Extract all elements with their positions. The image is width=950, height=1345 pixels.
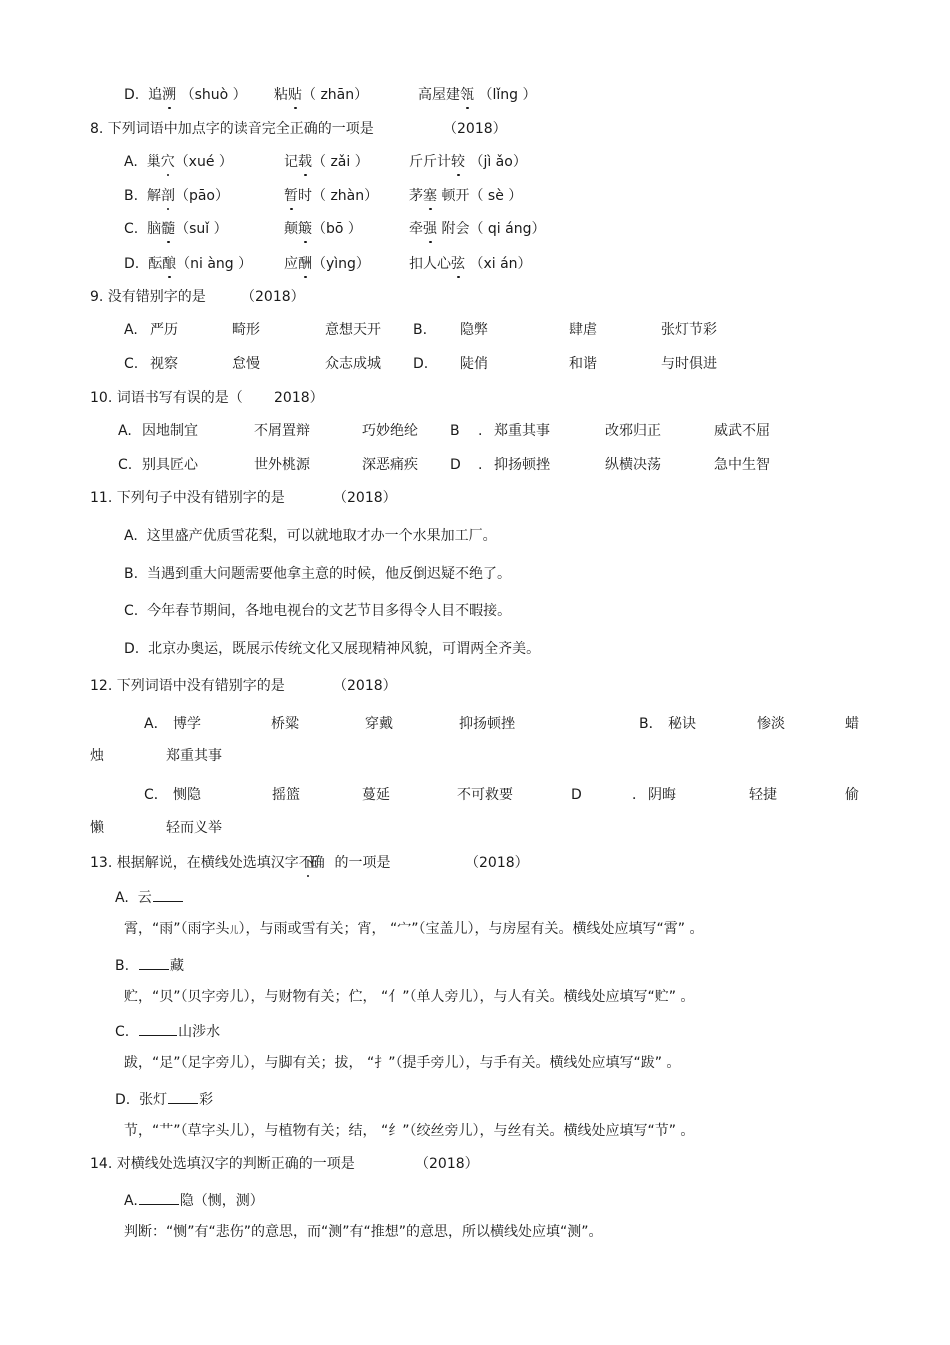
option-label: D. — [124, 641, 140, 657]
q8-option-a-word2 — [284, 153, 369, 171]
q9-word: 隐弊 — [460, 322, 488, 338]
pinyin: （shuò ） — [180, 87, 247, 103]
word: 巢 — [146, 154, 161, 170]
q8-option-d-word2 — [284, 255, 370, 273]
option-suffix: 彩 — [199, 1092, 214, 1108]
fill-blank[interactable] — [139, 1021, 177, 1036]
pinyin: （xi án） — [469, 256, 532, 272]
q12-year: （2018） — [333, 678, 397, 694]
q9-word: 视察 — [150, 356, 178, 372]
q14-stem: 14. 对横线处选填汉字的判断正确的一项是 — [90, 1156, 355, 1172]
q9-option-d-label: D. — [413, 356, 429, 372]
q12-word: 惨淡 — [757, 716, 785, 732]
option-label: A. — [115, 890, 129, 906]
q11-option-a — [124, 527, 497, 545]
q11-option-b — [124, 565, 511, 583]
q12-word: 穿戴 — [365, 716, 393, 732]
q12-word: 阴晦 — [648, 787, 676, 803]
q12-option-b-label: B． — [639, 716, 663, 732]
pinyin: （pāo） — [174, 188, 229, 204]
dotted-char: 穴 — [160, 154, 175, 170]
q13-option-b — [115, 955, 184, 975]
q11-year: （2018） — [333, 490, 397, 506]
q12-stem: 12. 下列词语中没有错别字的是 — [90, 678, 285, 694]
option-label: C. — [115, 1024, 130, 1040]
word: 顿开 — [437, 188, 470, 204]
q13-d-note: 节，“艹”（草字头儿），与植物有关；结， “纟”（绞丝旁儿），与丝有关。横线处应填写“节” 。 — [124, 1123, 695, 1139]
q9-word: 畸形 — [232, 322, 260, 338]
word: 茅 — [409, 188, 423, 204]
pinyin: （ zhàn） — [312, 188, 379, 204]
q12-word: 轻捷 — [749, 787, 777, 803]
q10-word: 威武不屈 — [714, 423, 770, 439]
q9-year: （2018） — [241, 289, 305, 305]
emphasis-dotted: 不正确 — [298, 855, 317, 871]
q9-word: 张灯节彩 — [661, 322, 717, 338]
q9-option-b-label: B. — [413, 322, 428, 338]
q10-word: 急中生智 — [714, 457, 770, 473]
option-label: D. — [124, 256, 140, 272]
dotted-char: 较 — [451, 154, 465, 170]
pinyin: （yìng） — [312, 256, 370, 272]
dotted-char: 簸 — [298, 221, 312, 237]
q9-word: 意想天开 — [325, 322, 381, 338]
word: 记 — [284, 154, 298, 170]
option-suffix: 山涉水 — [178, 1024, 221, 1040]
q12-word: 抑扬顿挫 — [459, 716, 515, 732]
option-label: B. — [124, 188, 139, 204]
word: 牵 — [409, 221, 423, 237]
q10-word: 因地制宜 — [142, 423, 198, 439]
option-label: A. — [124, 1193, 138, 1209]
q12-word-part: 蜡 — [845, 716, 859, 732]
word: 追 — [148, 87, 163, 103]
fill-blank[interactable] — [153, 887, 183, 902]
q14-year: （2018） — [415, 1156, 479, 1172]
q8-option-b — [124, 187, 229, 205]
option-text: 北京办奥运，既展示传统文化又展现精神风貌，可谓两全齐美。 — [148, 641, 541, 657]
q8-option-a — [124, 153, 233, 171]
q11-option-c — [124, 602, 511, 620]
q7-option-d-word2 — [274, 86, 368, 104]
q10-option-d-dot: . — [478, 457, 483, 473]
pinyin: （xué ） — [174, 154, 233, 170]
dotted-char: 暂 — [284, 188, 298, 204]
fill-blank[interactable] — [168, 1089, 198, 1104]
dotted-char: 塞 — [423, 188, 437, 204]
fill-blank[interactable] — [139, 1190, 179, 1205]
option-label: C. — [124, 603, 139, 619]
option-label: B. — [124, 566, 139, 582]
word: 扣人心 — [409, 256, 451, 272]
q8-option-a-word3 — [409, 153, 527, 171]
q9-stem — [90, 288, 206, 306]
q10-option-d-label: D — [450, 457, 461, 473]
pinyin: （suǐ ） — [175, 221, 228, 237]
question-text: 13. 根据解说，在横线处选填汉字 — [90, 855, 299, 871]
q13-c-note: 跋，“足”（足字旁儿），与脚有关；拔， “扌”（提手旁儿），与手有关。横线处应填写“跋” 。 — [124, 1055, 681, 1071]
dotted-char: 弦 — [451, 256, 465, 272]
dotted-char: 载 — [298, 154, 312, 170]
q13-stem — [90, 854, 391, 872]
q10-word: 郑重其事 — [494, 423, 550, 439]
word: 解 — [146, 188, 161, 204]
q10-word: 不屑置辩 — [254, 423, 310, 439]
q12-word: 不可救要 — [457, 787, 513, 803]
note-text: 霄，“雨”（雨字头 — [124, 921, 230, 937]
q8-option-c-word2 — [284, 220, 362, 238]
q12-word: 秘诀 — [668, 716, 696, 732]
pinyin: （jì ǎo） — [469, 154, 527, 170]
q11-stem: 11. 下列句子中没有错别字的是 — [90, 490, 285, 506]
dotted-char: 强 — [423, 221, 437, 237]
q9-option-a-label: A. — [124, 322, 138, 338]
q12-option-d-dot: ． — [632, 787, 646, 803]
q10-word: 巧妙绝纶 — [362, 423, 418, 439]
q13-b-note: 贮，“贝”（贝字旁儿），与财物有关；伫， “亻”（单人旁儿），与人有关。横线处应填写“贮” 。 — [124, 989, 695, 1005]
q13-a-note — [124, 920, 703, 940]
q12-word-part: 烛 — [90, 748, 104, 764]
dotted-char: 溯 — [162, 87, 177, 103]
q9-word: 众志成城 — [325, 356, 381, 372]
q10-word: 别具匠心 — [142, 457, 198, 473]
q8-option-b-word2 — [284, 187, 378, 205]
q10-option-b-label: B — [450, 423, 460, 439]
pinyin: （bō ） — [312, 221, 362, 237]
q12-option-c-label: C． — [144, 787, 168, 803]
q9-word: 肆虐 — [569, 322, 597, 338]
q13-year: （2018） — [465, 855, 529, 871]
word: 颠 — [284, 221, 298, 237]
pinyin: （lǐng ） — [478, 87, 537, 103]
pinyin: （ zhān） — [302, 87, 369, 103]
q14-judge: 判断：“恻”有“悲伤”的意思，而“测”有“推想”的意思，所以横线处应填“测”。 — [124, 1224, 603, 1240]
option-suffix: 隐（恻，测） — [179, 1193, 264, 1209]
q12-word: 恻隐 — [173, 787, 201, 803]
q8-option-b-word3 — [409, 187, 522, 205]
q12-word: 轻而义举 — [166, 820, 222, 836]
q12-word: 郑重其事 — [166, 748, 222, 764]
q9-word: 严历 — [150, 322, 178, 338]
q8-option-d — [124, 255, 252, 273]
q14-option-a — [124, 1190, 264, 1210]
q7-option-d-word3 — [418, 86, 536, 104]
option-label: A. — [124, 154, 138, 170]
dotted-char: 酿 — [162, 256, 177, 272]
q9-option-c-label: C. — [124, 356, 139, 372]
pinyin: （ sè ） — [469, 188, 523, 204]
word: 附会 — [437, 221, 470, 237]
q10-word: 抑扬顿挫 — [494, 457, 550, 473]
word: 高屋建 — [418, 87, 460, 103]
note-text: ），与雨或雪有关；宵， “宀”（宝盖儿），与房屋有关。横线处应填写“霄” 。 — [238, 921, 704, 937]
option-text: 今年春节期间，各地电视台的文艺节目多得令人目不暇接。 — [147, 603, 512, 619]
word: 酝 — [148, 256, 163, 272]
option-label: C. — [124, 221, 139, 237]
q10-word: 改邪归正 — [605, 423, 661, 439]
option-text: 当遇到重大问题需要他拿主意的时候，他反倒迟疑不绝了。 — [146, 566, 511, 582]
dotted-char: 髓 — [161, 221, 176, 237]
pinyin: （ zǎi ） — [312, 154, 369, 170]
q12-word-part: 偷 — [845, 787, 859, 803]
q10-option-b-dot: . — [478, 423, 483, 439]
q7-option-d — [124, 86, 247, 104]
q9-word: 和谐 — [569, 356, 597, 372]
option-label: B. — [115, 958, 130, 974]
option-text: 这里盛产优质雪花梨，可以就地取才办一个水果加工厂。 — [146, 528, 497, 544]
question-text: 8. 下列词语中加点字的读音完全正确的一项是 — [90, 121, 374, 137]
q8-option-c — [124, 220, 228, 238]
q8-option-d-word3 — [409, 255, 532, 273]
pinyin: （ni àng ） — [176, 256, 253, 272]
dotted-char: 瓴 — [460, 87, 474, 103]
word: 时 — [298, 188, 312, 204]
dotted-char: 贴 — [288, 87, 302, 103]
option-suffix: 藏 — [169, 958, 184, 974]
q12-option-d-label: D — [571, 787, 582, 803]
q10-word: 纵横决荡 — [605, 457, 661, 473]
q10-option-c-label: C. — [118, 457, 133, 473]
dotted-char: 剖 — [160, 188, 175, 204]
q10-year: 2018） — [274, 390, 324, 406]
option-label: A. — [124, 528, 138, 544]
q12-word: 博学 — [173, 716, 201, 732]
q8-option-c-word3 — [409, 220, 545, 238]
note-text-small: 儿 — [229, 926, 239, 936]
q10-word: 深恶痛疾 — [362, 457, 418, 473]
word: 斤斤计 — [409, 154, 451, 170]
q12-word: 蔓延 — [362, 787, 390, 803]
q9-word: 怠慢 — [232, 356, 260, 372]
option-label: D. — [115, 1092, 131, 1108]
pinyin: （ qi áng） — [469, 221, 546, 237]
q10-stem: 10. 词语书写有误的是（ — [90, 390, 243, 406]
word: 应 — [284, 256, 298, 272]
q12-word: 摇篮 — [272, 787, 300, 803]
question-text: 9. 没有错别字的是 — [90, 289, 206, 305]
fill-blank[interactable] — [139, 955, 169, 970]
q13-option-d — [115, 1089, 213, 1109]
q8-year: （2018） — [443, 121, 507, 137]
q11-option-d — [124, 640, 540, 658]
dotted-char: 酬 — [298, 256, 312, 272]
option-prefix: 云 — [137, 890, 152, 906]
q10-option-a-label: A. — [118, 423, 132, 439]
word: 脑 — [147, 221, 162, 237]
q12-word: 桥粱 — [271, 716, 299, 732]
q9-word: 陡俏 — [460, 356, 488, 372]
word: 粘 — [274, 87, 288, 103]
q13-option-c — [115, 1021, 220, 1041]
question-text: 的一项是 — [334, 855, 391, 871]
q8-stem — [90, 120, 374, 138]
q12-word-part: 懒 — [90, 820, 104, 836]
option-label: D. — [124, 87, 140, 103]
q12-option-a-label: A． — [144, 716, 168, 732]
q10-word: 世外桃源 — [254, 457, 310, 473]
option-prefix: 张灯 — [139, 1092, 168, 1108]
q9-word: 与时俱进 — [661, 356, 717, 372]
q13-option-a — [115, 887, 184, 907]
